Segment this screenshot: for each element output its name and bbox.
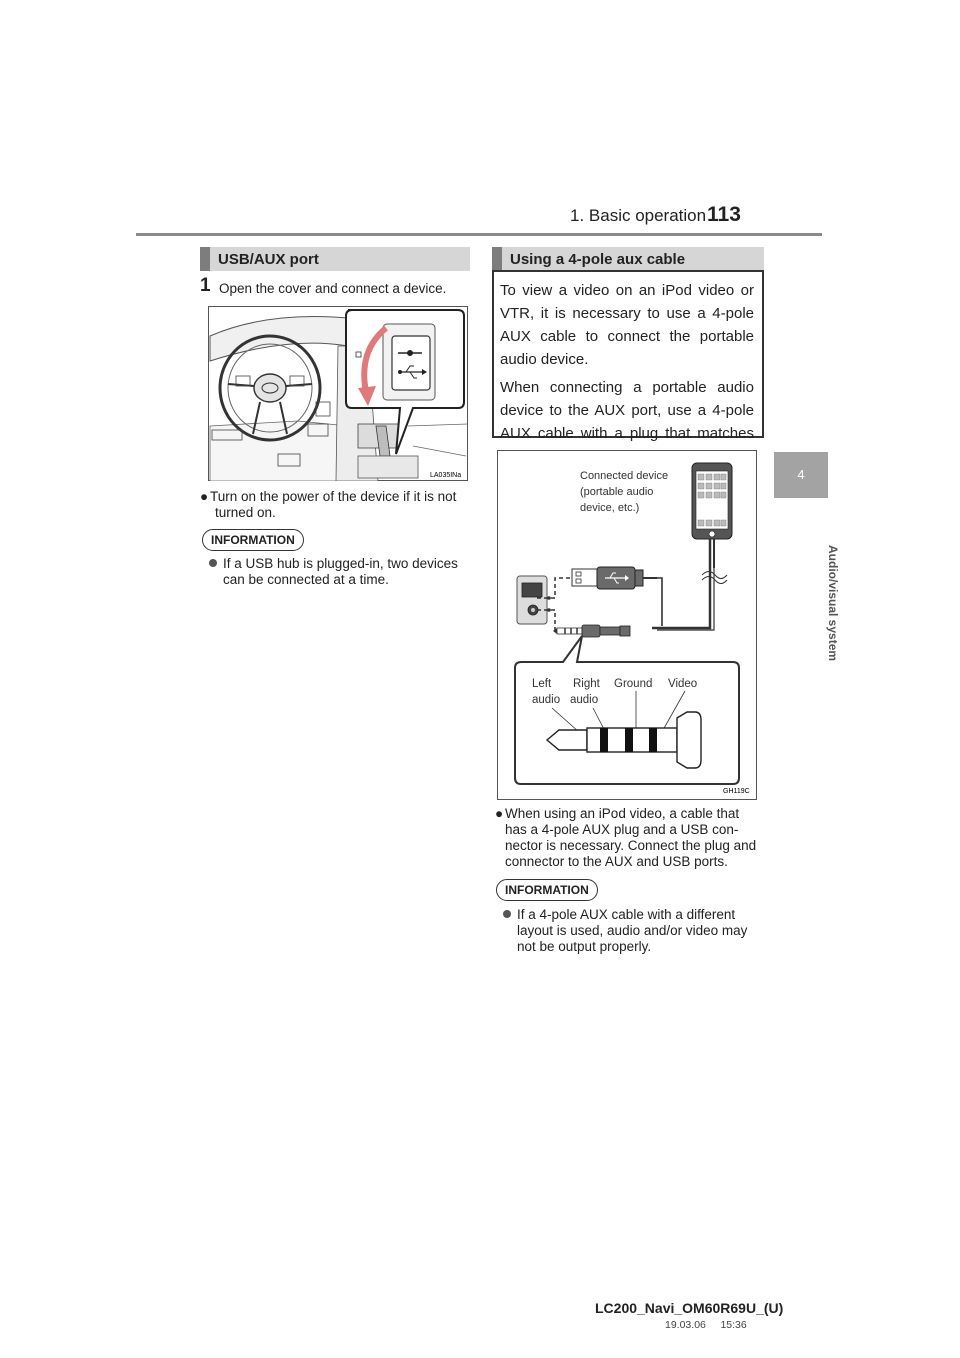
info-right-line-1: If a 4-pole AUX cable with a different — [517, 907, 736, 922]
label-ground: Ground — [614, 678, 653, 690]
info-bullet-dot — [209, 559, 217, 567]
info-note-left — [209, 556, 458, 588]
section-heading-4pole — [492, 247, 764, 271]
footer-model-code: LC200_Navi_OM60R69U_(U) — [595, 1300, 784, 1316]
section-heading-usb-aux — [200, 247, 470, 271]
bullet-ipod-video — [495, 806, 767, 870]
label-video: Video — [668, 678, 698, 690]
bullet-marker: ● — [495, 806, 504, 821]
instruction-box — [492, 270, 764, 442]
bullet-line-4: connector to the AUX and USB ports. — [505, 854, 728, 869]
running-header-title: 1. Basic operation — [570, 206, 707, 225]
heading-bar — [492, 247, 502, 271]
heading-bar — [200, 247, 210, 271]
bullet-line-2: has a 4-pole AUX plug and a USB con- — [505, 822, 739, 837]
footer-date-time: 19.03.06 15:36 — [665, 1319, 747, 1331]
portable-device-icon — [692, 463, 732, 539]
step-text: Open the cover and connect a device. — [219, 281, 447, 296]
page-number: 113 — [707, 203, 741, 226]
figure-code-la035: LA035INa — [430, 472, 462, 479]
info-label-left: INFORMATION — [202, 529, 304, 551]
chapter-tab: 4 — [774, 452, 828, 498]
bullet-line-2: turned on. — [215, 505, 276, 520]
section-heading-text: Using a 4-pole aux cable — [510, 251, 686, 268]
bullet-line-1: When using an iPod video, a cable that — [505, 806, 740, 821]
dashboard-illustration — [208, 306, 468, 481]
bullet-line-3: nector is necessary. Connect the plug and — [505, 838, 757, 853]
section-heading-text: USB/AUX port — [218, 251, 319, 268]
info-left-line-2: can be connected at a time. — [223, 572, 389, 587]
label-right-1: Right — [573, 678, 600, 690]
label-left-2: audio — [532, 694, 561, 706]
label-left-1: Left — [532, 678, 552, 690]
label-right-2: audio — [570, 694, 599, 706]
box-paragraph-1: To view a video on an iPod video or VTR, it is necessary to use a 4-pole AUX cable to connect the portable audio device. — [500, 282, 754, 368]
header-rule — [136, 233, 822, 236]
port-panel — [392, 336, 430, 390]
info-label-right: INFORMATION — [496, 879, 598, 901]
aux-cable-diagram — [497, 450, 757, 800]
bullet-power-on — [200, 489, 457, 521]
device-label-2: (portable audio — [580, 486, 654, 498]
device-label-1: Connected device — [580, 470, 669, 482]
device-label-3: device, etc.) — [580, 502, 640, 514]
vehicle-port-panel — [517, 576, 547, 624]
bullet-marker: ● — [200, 489, 209, 504]
bullet-line-1: Turn on the power of the device if it is not — [210, 489, 457, 504]
info-bullet-dot — [503, 910, 511, 918]
figure-code-gh119c: GH119C — [723, 788, 750, 795]
box-paragraph-2: When connecting a portable audio device to the AUX port, use a 4-pole AUX cable with a plug that matches — [500, 379, 754, 442]
info-note-right — [503, 907, 765, 955]
info-right-line-3: not be output properly. — [517, 939, 652, 954]
step-number: 1 — [200, 275, 211, 296]
chapter-title-vertical: Audio/visual system — [826, 545, 840, 662]
info-right-line-2: layout is used, audio and/or video may — [517, 923, 748, 938]
info-left-line-1: If a USB hub is plugged-in, two devices — [223, 556, 458, 571]
